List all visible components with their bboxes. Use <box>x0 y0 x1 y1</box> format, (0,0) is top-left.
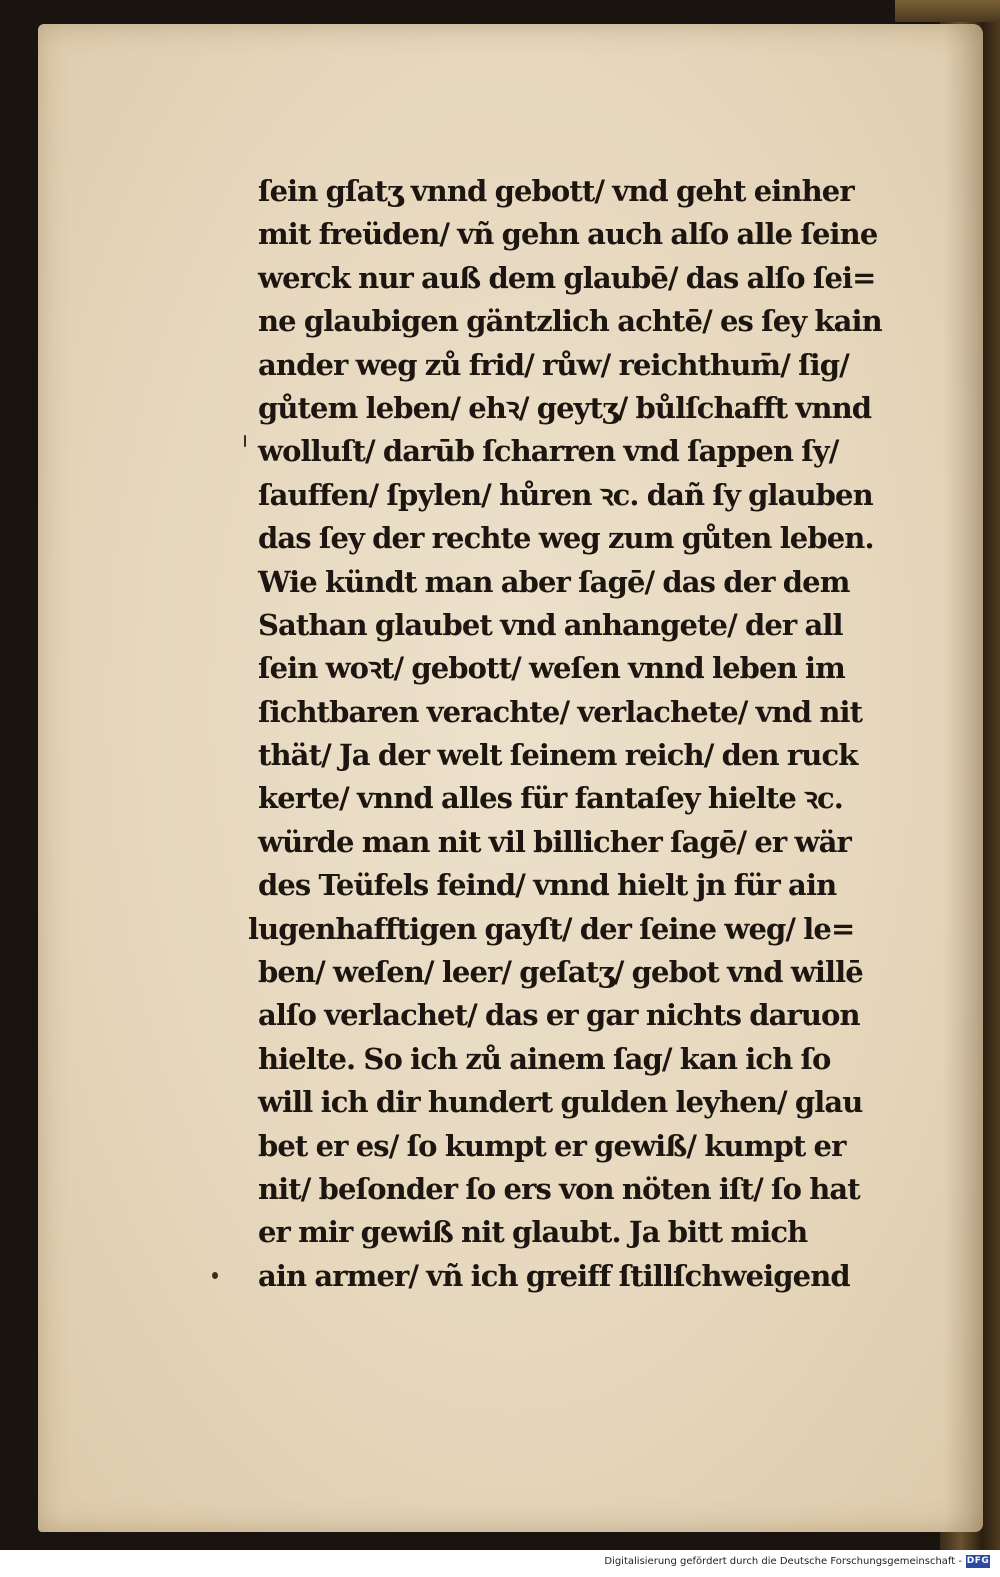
text-line: würde man nit vil billicher ſagē/ er wär <box>258 824 851 859</box>
text-line: Sathan glaubet vnd anhangete/ der all <box>258 607 843 642</box>
text-line: des Teüfels feind/ vnnd hielt jn für ain <box>258 868 837 903</box>
text-line: werck nur auß dem glaubē/ das alſo ſei= <box>258 260 876 295</box>
footer-bar <box>0 1550 1000 1577</box>
text-line: ne glaubigen gäntzlich achtē/ es ſey kain <box>258 304 882 339</box>
text-line: wolluſt/ darūb ſcharren vnd ſappen ſy/ <box>258 434 839 469</box>
text-line: ſichtbaren verachte/ verlachete/ vnd nit <box>258 694 863 729</box>
ink-speck <box>244 435 246 447</box>
text-line: ſein woꝛt/ gebott/ weſen vnnd leben im <box>258 651 845 686</box>
page-shadow <box>943 24 983 1532</box>
text-line: thät/ Ja der welt ſeinem reich/ den ruck <box>258 738 858 773</box>
text-line: nit/ beſonder ſo ers von nöten iſt/ ſo hat <box>258 1171 860 1206</box>
text-line: das ſey der rechte weg zum gůten leben. <box>258 521 874 556</box>
text-line: Wie kündt man aber ſagē/ das der dem <box>258 564 850 599</box>
text-line: hielte. So ich zů ainem ſag/ kan ich ſo <box>258 1041 831 1076</box>
ink-speck <box>212 1272 218 1279</box>
text-line: gůtem leben/ ehꝛ/ geytʒ/ bůlſchafft vnnd <box>258 390 872 425</box>
digitization-credit: Digitalisierung gefördert durch die Deutsche Forschungsgemeinschaft - <box>604 1556 962 1567</box>
page-text <box>248 170 948 1298</box>
text-line: alſo verlachet/ das er gar nichts daruon <box>258 998 860 1033</box>
text-line: kerte/ vnnd alles für fantaſey hielte ꝛc. <box>258 781 843 816</box>
text-line: will ich dir hundert gulden leyhen/ glau <box>258 1085 863 1120</box>
dfg-logo: DFG <box>966 1556 990 1566</box>
book-cover-top <box>895 0 1000 22</box>
text-line: er mir gewiß nit glaubt. Ja bitt mich <box>258 1215 808 1250</box>
text-line: ander weg zů frid/ růw/ reichthum̄/ ſig/ <box>258 347 849 382</box>
text-line: bet er es/ ſo kumpt er gewiß/ kumpt er <box>258 1128 846 1163</box>
text-line: ain armer/ vñ ich greiff ſtillſchweigend <box>258 1258 850 1293</box>
text-line: ben/ weſen/ leer/ geſatʒ/ gebot vnd willē <box>258 955 863 990</box>
text-line: ſein gſatʒ vnnd gebott/ vnd geht einher <box>258 174 854 208</box>
text-line: ſauffen/ ſpylen/ hůren ꝛc. dañ ſy glauben <box>258 477 873 512</box>
text-line: mit freüden/ vñ gehn auch alſo alle ſeine <box>258 217 878 252</box>
text-line: lugenhafftigen gayſt/ der ſeine weg/ le= <box>248 911 855 946</box>
